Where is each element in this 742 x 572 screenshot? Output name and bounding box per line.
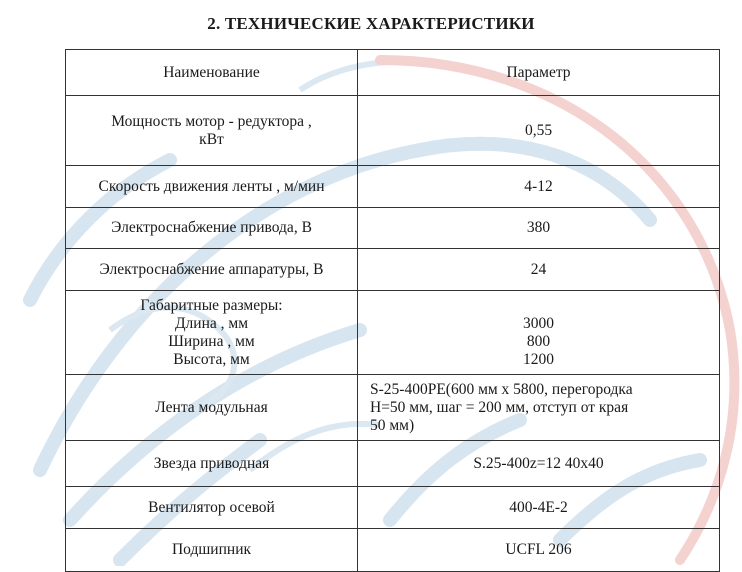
row-name-cell [66,96,358,166]
row-value-line: 1200 [523,350,554,368]
table-row [66,441,720,487]
row-value-line: H=50 мм, шаг = 200 мм, отступ от края [370,398,629,416]
table-row [66,375,720,441]
row-value-cell [358,96,720,166]
row-name-line: кВт [199,130,224,148]
row-value-line [364,297,713,315]
row-value-cell [358,529,720,572]
row-name-cell [66,291,358,375]
row-value: 4-12 [524,177,553,195]
row-value: 400-4E-2 [509,498,568,516]
row-name-cell [66,529,358,572]
specifications-table [65,49,720,572]
row-name-cell [66,375,358,441]
row-name-line: Мощность мотор - редуктора , [111,112,312,130]
row-name-cell [66,487,358,529]
row-name: Звезда приводная [153,454,270,472]
row-name-cell [66,441,358,487]
table-row [66,487,720,529]
table-row [66,529,720,572]
row-value-line: 3000 [523,314,554,332]
row-value-cell [358,249,720,291]
row-value-cell [358,375,720,441]
table-row [66,291,720,375]
row-name-cell [66,208,358,249]
row-name-cell [66,166,358,208]
row-name: Электроснабжение аппаратуры, В [99,260,324,278]
row-value-cell [358,166,720,208]
row-value: 24 [530,260,547,278]
header-name-label: Наименование [163,63,260,81]
row-value-cell [358,487,720,529]
table-row [66,96,720,166]
table-row [66,249,720,291]
header-value-cell [358,50,720,96]
row-value: 0,55 [524,121,553,139]
header-value-label: Параметр [506,63,571,81]
row-value-line: S-25-400PE(600 мм х 5800, перегородка [370,380,633,398]
table-header-row [66,50,720,96]
row-name-line: Длина , мм [174,314,249,332]
table-row [66,208,720,249]
header-name-cell [66,50,358,96]
row-name-line: Высота, мм [173,350,250,368]
row-name: Скорость движения ленты , м/мин [98,177,325,195]
document-title: 2. ТЕХНИЧЕСКИЕ ХАРАКТЕРИСТИКИ [207,14,535,33]
row-name: Электроснабжение привода, В [111,219,312,236]
row-name-line: Габаритные размеры: [140,296,283,314]
row-name: Подшипник [171,541,252,558]
row-value-cell [358,291,720,375]
row-name-cell [66,249,358,291]
table-row [66,166,720,208]
row-value-line: 800 [526,332,551,350]
row-value-line: 50 мм) [370,416,415,434]
row-value-cell [358,441,720,487]
row-value: S.25-400z=12 40x40 [473,454,604,472]
row-value: UCFL 206 [505,541,572,558]
row-value: 380 [526,219,551,236]
row-name-line: Ширина , мм [168,332,255,350]
row-name: Лента модульная [155,398,268,416]
row-value-cell [358,208,720,249]
row-name: Вентилятор осевой [148,498,275,516]
